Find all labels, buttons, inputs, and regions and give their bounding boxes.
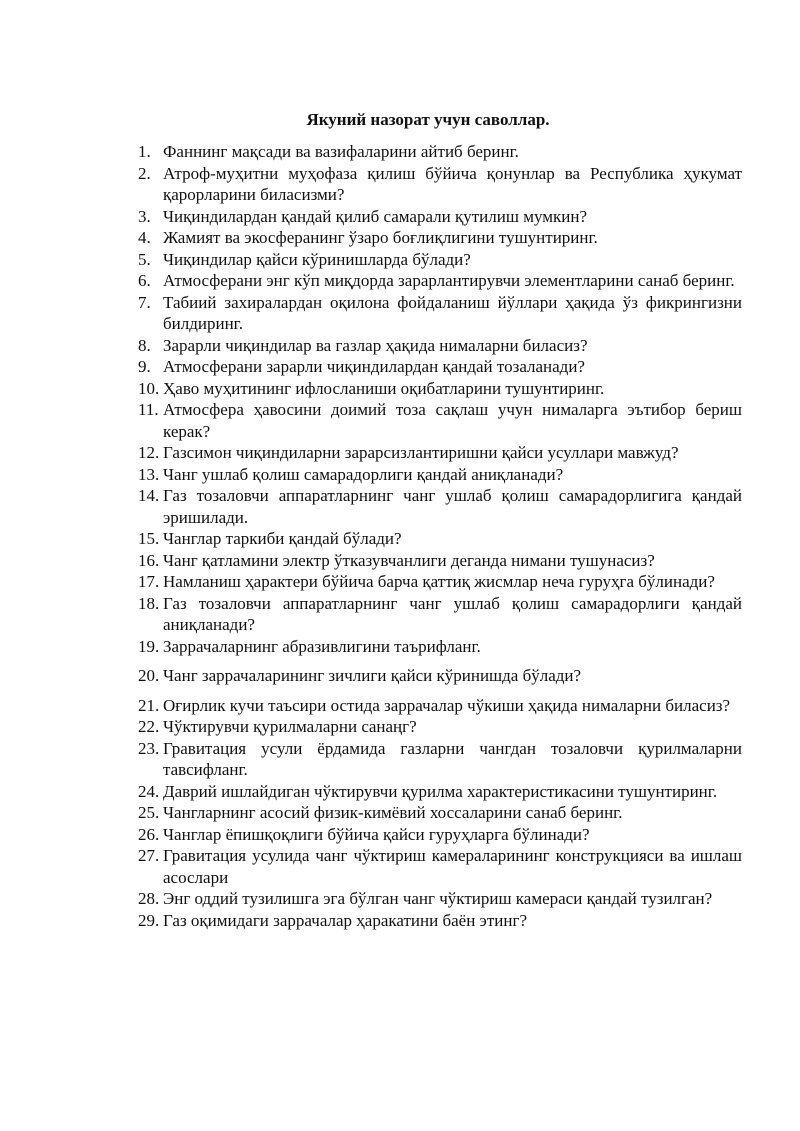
- question-text: Оғирлик кучи таъсири остида заррачалар чўкиши ҳақида нималарни биласиз?: [163, 695, 731, 715]
- question-text: Атмосферани зарарли чиқиндилардан қандай тозаланади?: [163, 357, 585, 376]
- question-text: Чиқиндилар қайси кўринишларда бўлади?: [163, 249, 471, 269]
- question-number: 24.: [138, 781, 160, 801]
- question-item: [138, 888, 742, 910]
- question-text: Газ оқимидаги заррачалар ҳаракатини баён этинг?: [163, 910, 527, 930]
- question-item: [138, 665, 742, 687]
- question-text: Чанг қатламини электр ўтказувчанлиги деганда нимани тушунасиз?: [163, 550, 655, 570]
- question-number: 12.: [138, 443, 160, 462]
- question-item: [138, 227, 742, 249]
- question-text: Даврий ишлайдиган чўктирувчи қурилма характеристикасини тушунтиринг.: [163, 781, 718, 801]
- question-item: [138, 528, 742, 550]
- question-text: Чиқиндилардан қандай қилиб самарали қутилиш мумкин?: [163, 206, 587, 226]
- question-text: Гравитация усули ёрдамида газларни чангдан тозаловчи қурилмаларни тавсифланг.: [163, 738, 742, 779]
- question-text: Газсимон чиқиндиларни зарарсизлантиришни қайси усуллари мавжуд?: [163, 443, 679, 462]
- question-item: [138, 163, 742, 206]
- question-item: [138, 845, 742, 888]
- question-number: 3.: [138, 206, 151, 226]
- question-item: [138, 738, 742, 781]
- question-item: [138, 824, 742, 846]
- question-item: [138, 781, 742, 803]
- question-item: [138, 399, 742, 442]
- question-text: Энг оддий тузилишга эга бўлган чанг чўктириш камераси қандай тузилган?: [163, 889, 713, 908]
- question-number: 27.: [138, 846, 160, 865]
- question-text: Чанг заррачаларининг зичлиги қайси кўринишда бўлади?: [163, 666, 582, 685]
- question-text: Жамият ва экосферанинг ўзаро боғлиқлигини тушунтиринг.: [163, 228, 598, 247]
- question-text: Фаннинг мақсади ва вазифаларини айтиб беринг.: [163, 142, 519, 161]
- question-text: Чанглар ёпишқоқлиги бўйича қайси гуруҳларга бўлинади?: [163, 824, 590, 844]
- question-number: 22.: [138, 717, 160, 736]
- question-item: [138, 716, 742, 738]
- question-item: [138, 442, 742, 464]
- question-item: [138, 550, 742, 572]
- question-item: [138, 270, 742, 292]
- question-item: [138, 206, 742, 228]
- question-text: Чўктирувчи қурилмаларни cанаңг?: [163, 717, 417, 736]
- question-item: [138, 571, 742, 593]
- question-text: Заррачаларнинг абразивлигини таърифланг.: [163, 636, 481, 656]
- question-number: 6.: [138, 271, 151, 290]
- question-item: [138, 695, 742, 717]
- question-number: 19.: [138, 636, 160, 656]
- question-text: Намланиш ҳарактери бўйича барча қаттиқ жисмлар неча гуруҳга бўлинади?: [163, 572, 715, 591]
- page-title: Якуний назорат учун саволлар.: [306, 110, 550, 129]
- question-text: Газ тозаловчи аппаратларнинг чанг ушлаб қолиш самарадорлиги қандай аниқланади?: [163, 593, 742, 634]
- question-number: 1.: [138, 142, 151, 161]
- question-number: 28.: [138, 889, 160, 908]
- question-item: [138, 335, 742, 357]
- question-number: 17.: [138, 572, 160, 591]
- question-item: [138, 292, 742, 335]
- question-text: Атмосферани энг кўп миқдорда зарарлантирувчи элементларини санаб беринг.: [163, 271, 735, 290]
- question-item: [138, 464, 742, 486]
- question-item: [138, 141, 742, 163]
- question-number: 8.: [138, 335, 151, 355]
- question-number: 20.: [138, 666, 160, 685]
- question-item: [138, 356, 742, 378]
- question-text: Зарарли чиқиндилар ва газлар ҳақида нималарни биласиз?: [163, 335, 588, 355]
- question-item: [138, 249, 742, 271]
- question-number: 29.: [138, 910, 160, 930]
- question-number: 25.: [138, 803, 160, 822]
- question-number: 5.: [138, 249, 151, 269]
- question-text: Газ тозаловчи аппаратларнинг чанг ушлаб қолиш самарадорлигига қандай эришилади.: [163, 486, 742, 527]
- question-number: 23.: [138, 738, 160, 758]
- question-number: 9.: [138, 357, 151, 376]
- question-number: 14.: [138, 486, 160, 505]
- question-item: [138, 802, 742, 824]
- question-item: [138, 636, 742, 658]
- question-item: [138, 910, 742, 932]
- question-text: Атроф-муҳитни муҳофаза қилиш бўйича қонунлар ва Республика ҳукумат қарорларини биласизми?: [163, 163, 742, 204]
- question-item: [138, 593, 742, 636]
- question-text: Атмосфера ҳавосини доимий тоза сақлаш учун нималарга эътибор бериш керак?: [163, 400, 742, 441]
- question-number: 4.: [138, 228, 151, 247]
- question-number: 10.: [138, 378, 160, 398]
- question-text: Чангларнинг асосий физик-кимёвий хоссаларини санаб беринг.: [163, 803, 623, 822]
- question-text: Чанг ушлаб қолиш самарадорлиги қандай аниқланади?: [163, 464, 564, 484]
- question-number: 2.: [138, 163, 151, 183]
- question-item: [138, 378, 742, 400]
- question-list: [138, 141, 742, 931]
- question-text: Гравитация усулида чанг чўктириш камераларининг конструкцияси ва ишлаш асослари: [163, 846, 742, 887]
- question-item: [138, 485, 742, 528]
- question-number: 18.: [138, 593, 160, 613]
- question-number: 16.: [138, 550, 160, 570]
- question-text: Чанглар таркиби қандай бўлади?: [163, 529, 402, 548]
- question-number: 11.: [138, 400, 159, 419]
- question-number: 26.: [138, 824, 160, 844]
- question-number: 21.: [138, 695, 160, 715]
- question-text: Табиий захиралардан оқилона фойдаланиш йўллари ҳақида ўз фикрингизни билдиринг.: [163, 292, 742, 333]
- question-text: Ҳаво муҳитининг ифлосланиши оқибатларини тушунтиринг.: [163, 378, 605, 398]
- question-number: 7.: [138, 292, 151, 312]
- question-number: 13.: [138, 464, 160, 484]
- question-number: 15.: [138, 529, 160, 548]
